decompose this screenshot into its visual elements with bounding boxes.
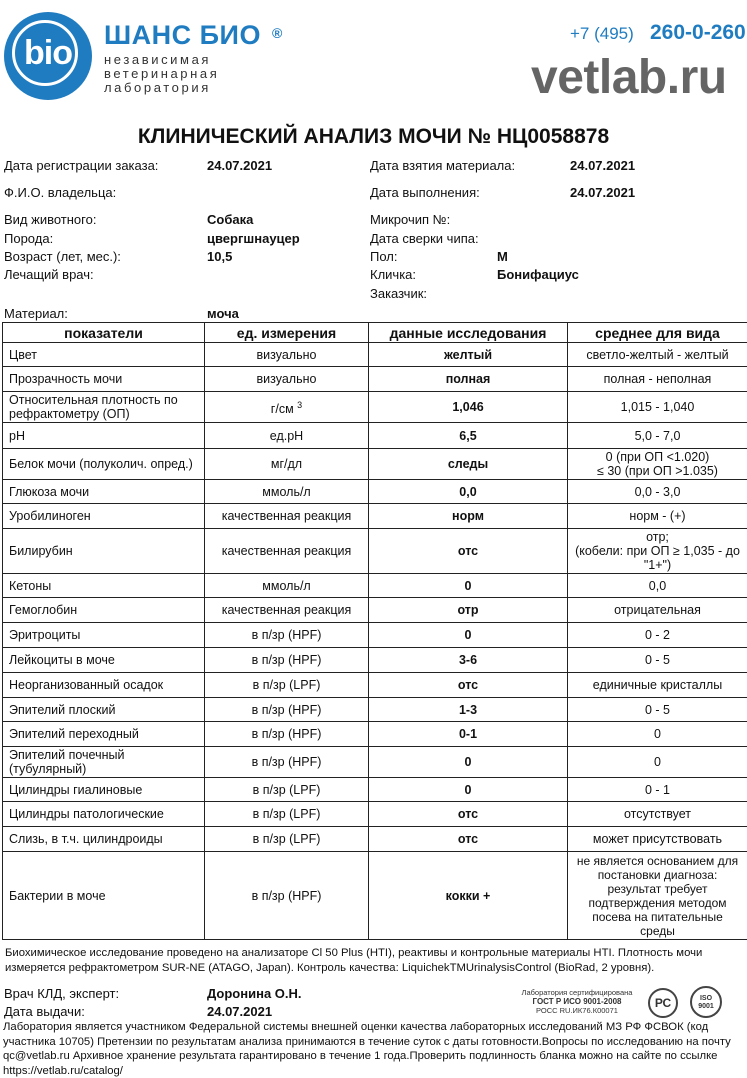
- vet-label: Лечащий врач:: [4, 267, 94, 282]
- row-norm: 0: [568, 747, 747, 778]
- species-value: Собака: [207, 212, 253, 227]
- table-header-row: [3, 323, 747, 343]
- table-row: [3, 802, 747, 827]
- row-result: отс: [369, 529, 568, 574]
- row-unit: в п/зр (HPF): [205, 623, 369, 648]
- row-result: 1,046: [369, 392, 568, 423]
- row-result: 6,5: [369, 423, 568, 449]
- table-row: [3, 623, 747, 648]
- header-result: данные исследования: [369, 323, 568, 343]
- row-name: Цилиндры гиалиновые: [3, 778, 205, 802]
- row-result: отс: [369, 827, 568, 852]
- row-name: Эпителий переходный: [3, 722, 205, 747]
- expert-name: Доронина О.Н.: [207, 986, 302, 1001]
- row-result: полная: [369, 367, 568, 392]
- row-norm-line-3: "1+"): [571, 558, 744, 572]
- row-name: Глюкоза мочи: [3, 480, 205, 504]
- row-name-cell: [3, 747, 205, 778]
- issue-date: 24.07.2021: [207, 1004, 272, 1019]
- nickname-label: Кличка:: [370, 267, 416, 282]
- row-norm-cell: [568, 449, 747, 480]
- row-name-line-2: (тубулярный): [9, 762, 201, 776]
- breed-label: Порода:: [4, 231, 53, 246]
- table-row: [3, 747, 747, 778]
- row-norm: единичные кристаллы: [568, 673, 747, 698]
- row-norm: отрицательная: [568, 598, 747, 623]
- cert-line-3: РОСС RU.ИК76.К00071: [516, 1006, 638, 1015]
- row-unit-sup: 3: [297, 400, 302, 410]
- results-table: [2, 322, 747, 940]
- row-unit: визуально: [205, 367, 369, 392]
- row-norm-line-2: постановки диагноза:: [571, 868, 744, 882]
- row-norm: светло-желтый - желтый: [568, 343, 747, 367]
- row-unit: визуально: [205, 343, 369, 367]
- row-norm: 0 - 2: [568, 623, 747, 648]
- tagline-line-1: независимая: [104, 52, 211, 67]
- row-norm: 0 (при ОП <1.020): [571, 450, 744, 464]
- row-norm: отр;: [571, 530, 744, 544]
- table-row: [3, 449, 747, 480]
- row-unit: качественная реакция: [205, 504, 369, 529]
- table-row: [3, 480, 747, 504]
- tagline-line-3: лаборатория: [104, 80, 211, 95]
- row-result: 0,0: [369, 480, 568, 504]
- row-norm-line-4: подтверждения методом: [571, 896, 744, 910]
- row-norm-cell: [568, 852, 747, 940]
- row-norm: полная - неполная: [568, 367, 747, 392]
- row-norm-line-2: (кобели: при ОП ≥ 1,035 - до: [571, 544, 744, 558]
- row-unit: ммоль/л: [205, 480, 369, 504]
- tagline-line-2: ветеринарная: [104, 66, 219, 81]
- table-row: [3, 598, 747, 623]
- row-norm: 0,0 - 3,0: [568, 480, 747, 504]
- footer-disclaimer: Лаборатория является участником Федеральной системы внешней оценки качества лабораторных исследований МЗ РФ ФСВОК (код участника 10705) Претензии по результатам анализа принимаются в течение суток с даты готовности.Вопросы по исследованию на почту qc@vetlab.ru Архивное хранение результата гарантировано в течение 1 года.Проверить подлинность бланка можно на сайте по ссылке https://vetlab.ru/catalog/: [3, 1020, 743, 1078]
- row-unit: качественная реакция: [205, 529, 369, 574]
- row-norm-line-6: среды: [571, 924, 744, 938]
- row-unit: в п/зр (LPF): [205, 673, 369, 698]
- row-name: Бактерии в моче: [3, 852, 205, 940]
- row-name: Слизь, в т.ч. цилиндроиды: [3, 827, 205, 852]
- row-name: Лейкоциты в моче: [3, 648, 205, 673]
- row-name: Неорганизованный осадок: [3, 673, 205, 698]
- chip-label: Микрочип №:: [370, 212, 450, 227]
- row-result: следы: [369, 449, 568, 480]
- material-label: Материал:: [4, 306, 68, 321]
- row-name: Эритроциты: [3, 623, 205, 648]
- done-date-label: Дата выполнения:: [370, 185, 480, 200]
- row-unit: в п/зр (HPF): [205, 722, 369, 747]
- row-result: 0-1: [369, 722, 568, 747]
- customer-label: Заказчик:: [370, 286, 427, 301]
- row-name: Прозрачность мочи: [3, 367, 205, 392]
- owner-label: Ф.И.О. владельца:: [4, 185, 116, 200]
- row-result: отр: [369, 598, 568, 623]
- sample-date: 24.07.2021: [570, 158, 635, 173]
- age-value: 10,5: [207, 249, 232, 264]
- row-unit: в п/зр (LPF): [205, 802, 369, 827]
- issue-date-label: Дата выдачи:: [4, 1004, 85, 1019]
- row-norm: 0: [568, 722, 747, 747]
- row-unit: в п/зр (HPF): [205, 852, 369, 940]
- header-reference: среднее для вида: [568, 323, 747, 343]
- analyzer-footnote: Биохимическое исследование проведено на анализаторе Cl 50 Plus (HTI), реактивы и контрольные материалы HTI. Плотность мочи измеряется рефрактометром SUR-NE (ATAGO, Japan). Контроль качества: LiquichekTMUrinalysisControl (BioRad, 2 уровня).: [5, 946, 740, 976]
- row-unit: в п/зр (LPF): [205, 827, 369, 852]
- table-row: [3, 529, 747, 574]
- row-name: Относительная плотность по рефрактометру (ОП): [3, 392, 205, 423]
- row-name: Эпителий почечный: [9, 748, 201, 762]
- table-row: [3, 673, 747, 698]
- site-url: vetlab.ru: [531, 50, 727, 105]
- row-result: 3-6: [369, 648, 568, 673]
- row-name: Цилиндры патологические: [3, 802, 205, 827]
- table-row: [3, 778, 747, 802]
- header-indicator: показатели: [3, 323, 205, 343]
- cert-line-1: Лаборатория сертифицирована: [516, 988, 638, 997]
- table-row: [3, 852, 747, 940]
- logo-text: bio: [4, 34, 92, 73]
- row-result: 0: [369, 623, 568, 648]
- row-name: pH: [3, 423, 205, 449]
- reg-date: 24.07.2021: [207, 158, 272, 173]
- row-name: Уробилиноген: [3, 504, 205, 529]
- row-unit: мг/дл: [205, 449, 369, 480]
- row-result: желтый: [369, 343, 568, 367]
- cert-line-2: ГОСТ Р ИСО 9001-2008: [516, 997, 638, 1006]
- table-row: [3, 827, 747, 852]
- document-title: КЛИНИЧЕСКИЙ АНАЛИЗ МОЧИ № НЦ0058878: [0, 125, 747, 149]
- row-result: 0: [369, 778, 568, 802]
- row-norm-cell: [568, 529, 747, 574]
- row-name: Гемоглобин: [3, 598, 205, 623]
- header-unit: ед. измерения: [205, 323, 369, 343]
- row-norm: 0 - 1: [568, 778, 747, 802]
- done-date: 24.07.2021: [570, 185, 635, 200]
- row-norm-line-5: посева на питательные: [571, 910, 744, 924]
- table-row: [3, 722, 747, 747]
- row-result: 0: [369, 747, 568, 778]
- row-norm: не является основанием для: [571, 854, 744, 868]
- rst-seal-icon: РС: [648, 988, 678, 1018]
- row-unit: в п/зр (HPF): [205, 698, 369, 722]
- row-result: норм: [369, 504, 568, 529]
- sample-date-label: Дата взятия материала:: [370, 158, 515, 173]
- row-unit: качественная реакция: [205, 598, 369, 623]
- row-name: Кетоны: [3, 574, 205, 598]
- row-result: 0: [369, 574, 568, 598]
- row-norm: отсутствует: [568, 802, 747, 827]
- table-row: [3, 367, 747, 392]
- row-result: отс: [369, 673, 568, 698]
- row-name: Эпителий плоский: [3, 698, 205, 722]
- row-norm: норм - (+): [568, 504, 747, 529]
- iso-seal-icon: ISO 9001: [690, 986, 722, 1018]
- row-unit: в п/зр (HPF): [205, 747, 369, 778]
- phone-number: 260-0-260: [650, 21, 746, 45]
- table-row: [3, 574, 747, 598]
- table-row: [3, 423, 747, 449]
- row-unit-cell: [205, 392, 369, 423]
- table-row: [3, 648, 747, 673]
- row-unit: ммоль/л: [205, 574, 369, 598]
- row-norm-line-3: результат требует: [571, 882, 744, 896]
- sex-label: Пол:: [370, 249, 398, 264]
- table-row: [3, 343, 747, 367]
- table-row: [3, 392, 747, 423]
- brand-name: ШАНС БИО: [104, 20, 261, 51]
- row-norm: может присутствовать: [568, 827, 747, 852]
- row-norm: 0 - 5: [568, 648, 747, 673]
- row-unit: г/см: [271, 402, 294, 416]
- age-label: Возраст (лет, мес.):: [4, 249, 121, 264]
- species-label: Вид животного:: [4, 212, 96, 227]
- expert-label: Врач КЛД, эксперт:: [4, 986, 119, 1001]
- nickname-value: Бонифациус: [497, 267, 579, 282]
- row-result: отс: [369, 802, 568, 827]
- row-name: Белок мочи (полуколич. опред.): [3, 449, 205, 480]
- table-row: [3, 504, 747, 529]
- row-norm: 5,0 - 7,0: [568, 423, 747, 449]
- phone-prefix: +7 (495): [570, 24, 634, 44]
- material-value: моча: [207, 306, 239, 321]
- row-norm: 1,015 - 1,040: [568, 392, 747, 423]
- row-result: кокки +: [369, 852, 568, 940]
- row-name: Цвет: [3, 343, 205, 367]
- breed-value: цвергшнауцер: [207, 231, 300, 246]
- row-name: Билирубин: [3, 529, 205, 574]
- table-row: [3, 698, 747, 722]
- row-norm: 0,0: [568, 574, 747, 598]
- row-norm: 0 - 5: [568, 698, 747, 722]
- row-result: 1-3: [369, 698, 568, 722]
- brand-registered-mark: ®: [272, 25, 282, 41]
- reg-date-label: Дата регистрации заказа:: [4, 158, 158, 173]
- row-unit: в п/зр (HPF): [205, 648, 369, 673]
- row-unit: в п/зр (LPF): [205, 778, 369, 802]
- sex-value: М: [497, 249, 508, 264]
- row-unit: ед.рН: [205, 423, 369, 449]
- row-norm-line-2: ≤ 30 (при ОП >1.035): [571, 464, 744, 478]
- chip-date-label: Дата сверки чипа:: [370, 231, 479, 246]
